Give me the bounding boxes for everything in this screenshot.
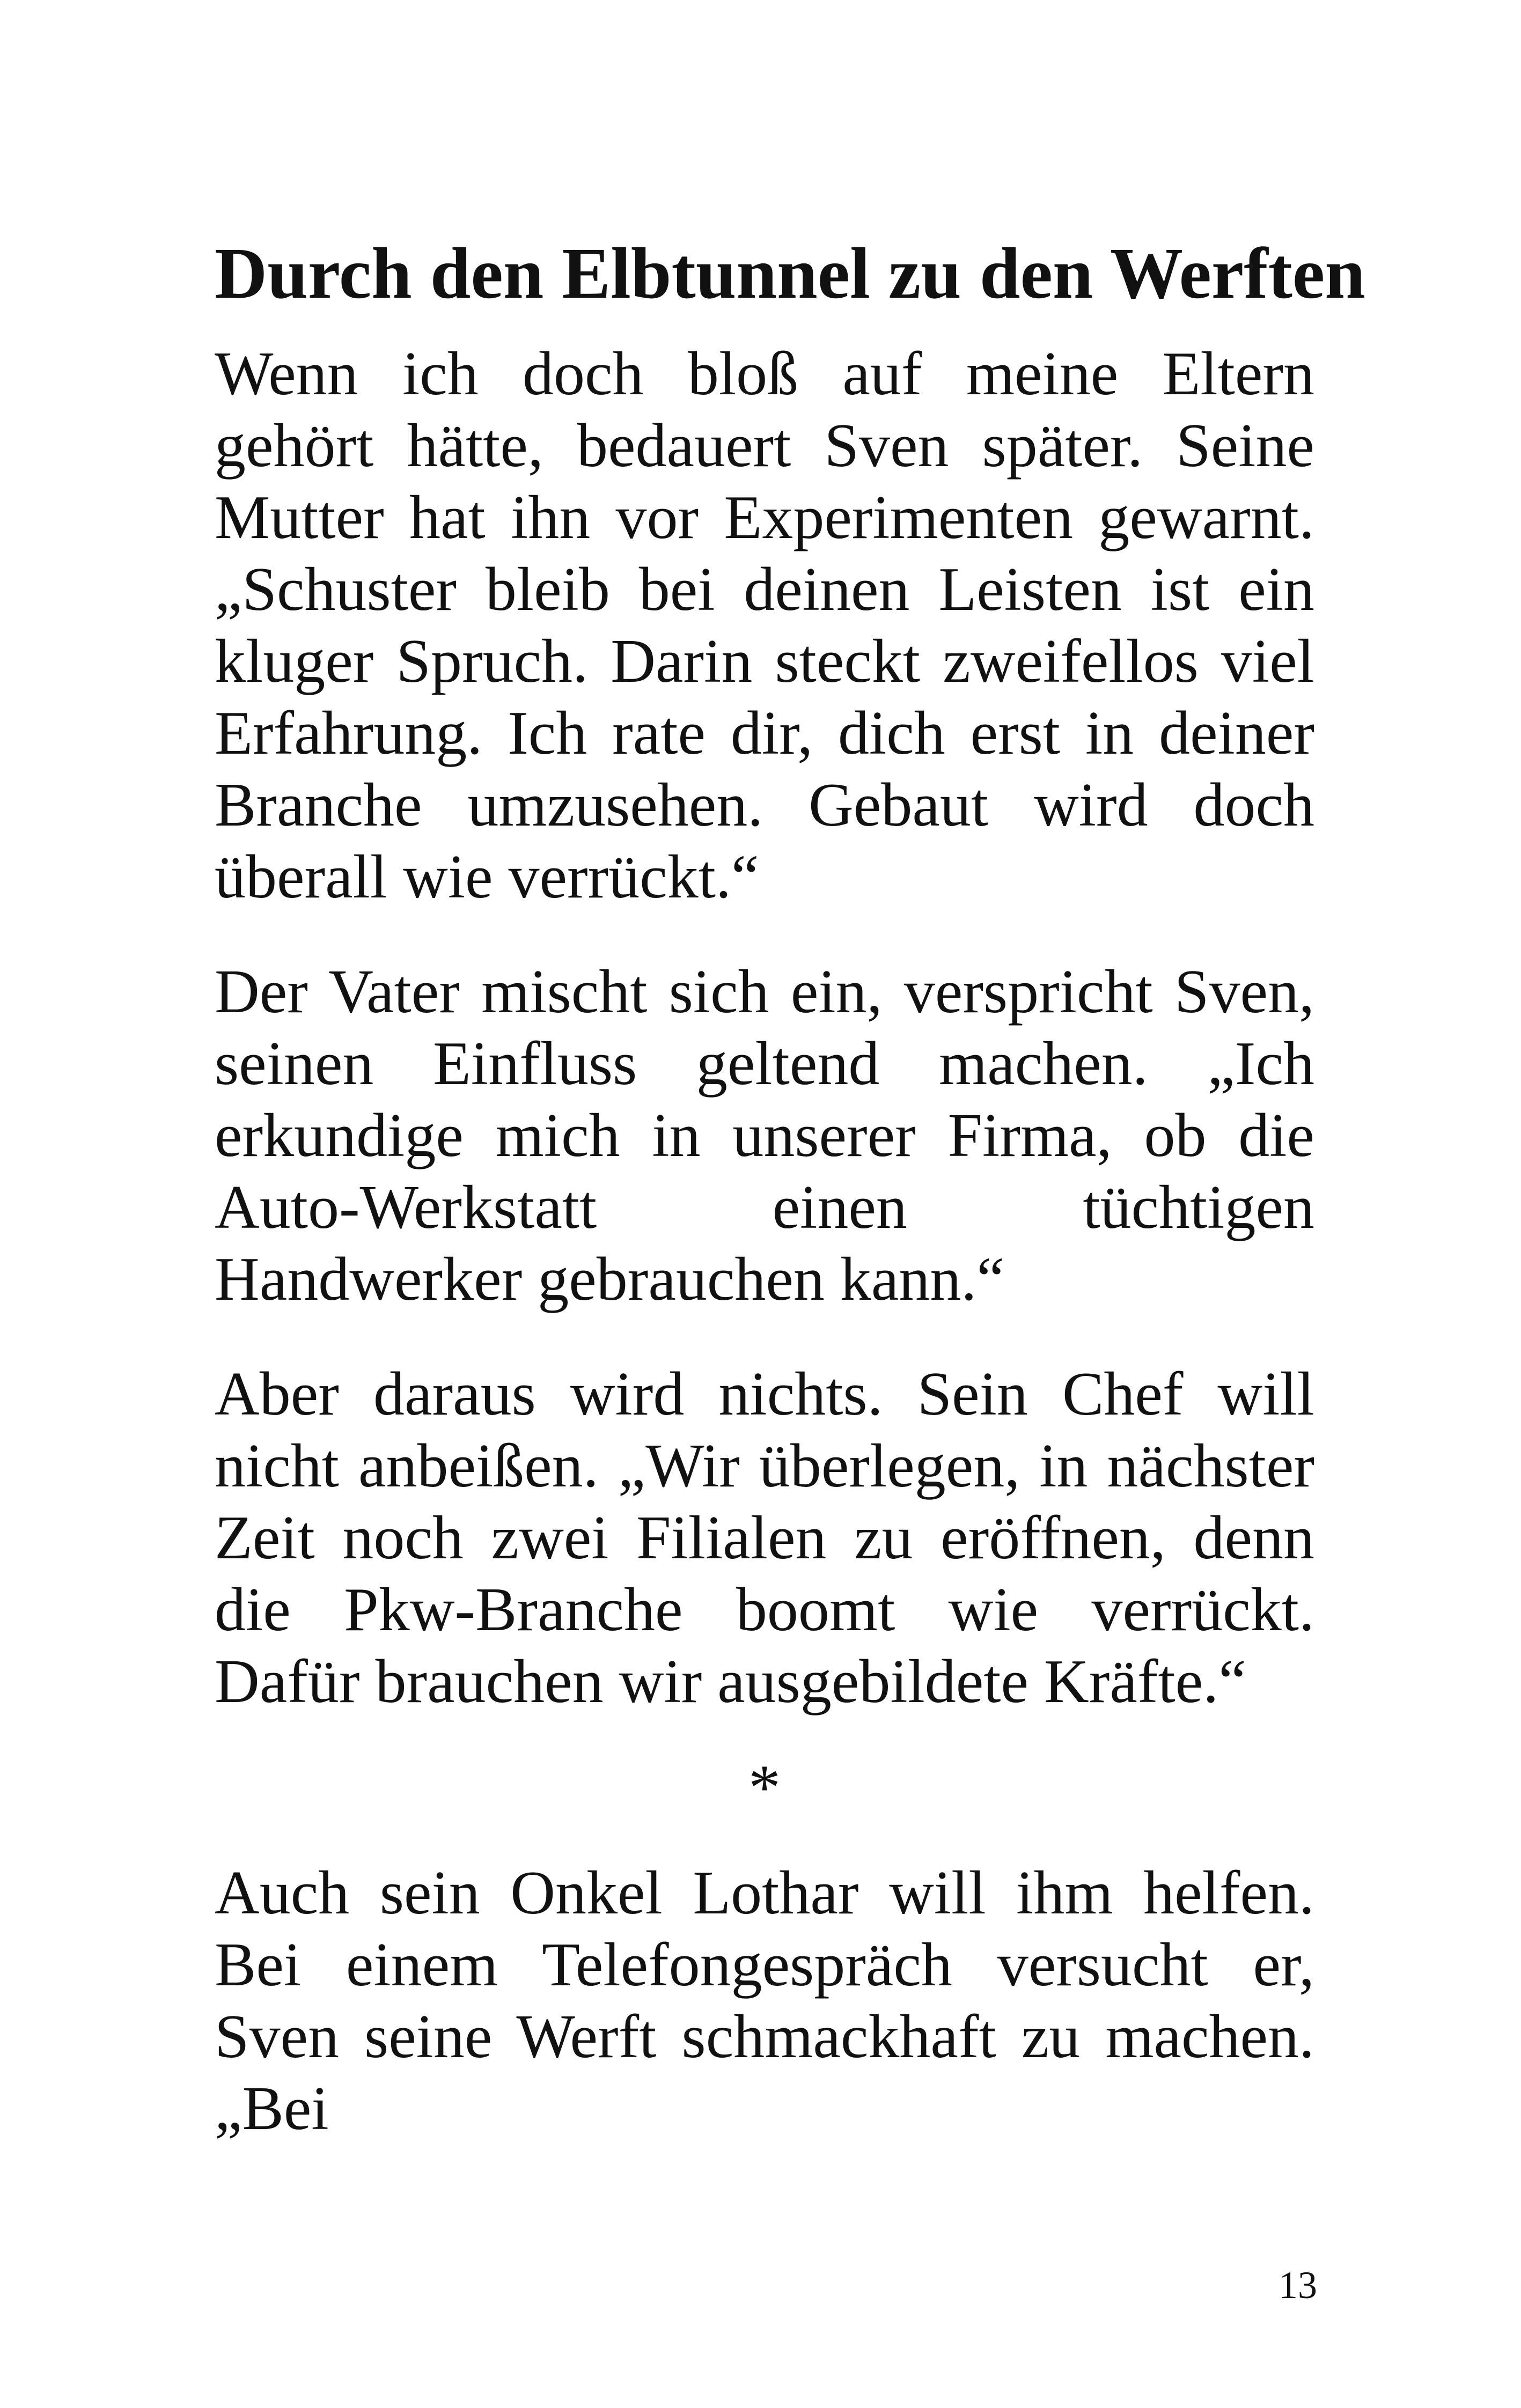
- paragraph-1: Wenn ich doch bloß auf meine Eltern gehört hätte, bedauert Sven später. Seine Mutter hat ihn vor Experimenten gewarnt. „Schuster bleib bei deinen Leisten ist ein kluger Spruch. Darin steckt zweifellos viel Erfahrung. Ich rate dir, dich erst in deiner Branche umzusehen. Gebaut wird doch überall wie verrückt.“: [215, 340, 1314, 911]
- chapter-heading: Durch den Elbtunnel zu den Werften: [215, 233, 1365, 314]
- paragraph-3: Aber daraus wird nichts. Sein Chef will nicht anbeißen. „Wir überlegen, in nächster Zeit noch zwei Filialen zu eröffnen, denn die Pkw-Branche boomt wie verrückt. Dafür brauchen wir ausgebildete Kräfte.“: [215, 1360, 1314, 1716]
- page-body: [215, 231, 1365, 2145]
- section-separator: *: [748, 1751, 781, 1823]
- paragraph-4: Auch sein Onkel Lothar will ihm helfen. Bei einem Telefongespräch versucht er, Sven seine Werft schmackhaft zu machen. „Bei: [215, 1859, 1314, 2143]
- page-number: 13: [1278, 2264, 1317, 2307]
- paragraph-2: Der Vater mischt sich ein, verspricht Sven, seinen Einfluss geltend machen. „Ich erkundige mich in unserer Firma, ob die Auto-Werkstatt einen tüchtigen Handwerker gebrauchen kann.“: [215, 958, 1314, 1314]
